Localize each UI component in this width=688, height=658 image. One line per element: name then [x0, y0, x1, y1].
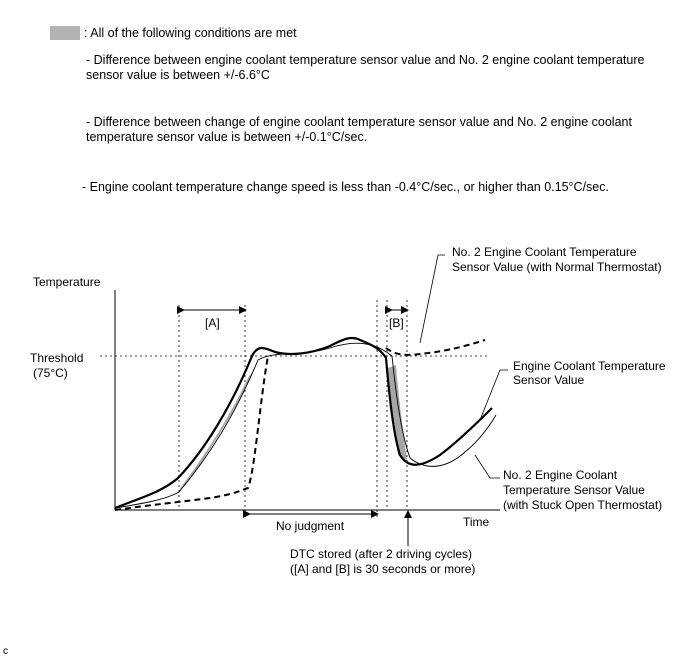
no2-stuck-label-line3: (with Stuck Open Thermostat) — [503, 498, 663, 512]
leader-no2-normal — [420, 255, 445, 343]
no2-normal-label-line2: Sensor Value (with Normal Thermostat) — [452, 260, 662, 274]
no-judgment-label: No judgment — [276, 519, 345, 533]
ect-sensor-curve — [115, 338, 492, 508]
threshold-label: Threshold — [30, 351, 84, 365]
interval-a-label: [A] — [205, 316, 220, 330]
y-axis-label: Temperature — [33, 275, 101, 289]
ect-label-line2: Sensor Value — [513, 373, 585, 387]
ect-label-line1: Engine Coolant Temperature — [513, 359, 666, 373]
dtc-label-line2: ([A] and [B] is 30 seconds or more) — [290, 562, 476, 576]
condition-region-rise — [179, 370, 254, 490]
condition-2: - Difference between change of engine coolant temperature sensor value and No. 2 engine coolant temperature sensor value is between +/-0.1°C/sec. — [86, 115, 632, 144]
footer-code: c — [3, 646, 8, 657]
x-axis-label: Time — [463, 515, 490, 529]
no2-stuck-label-line2: Temperature Sensor Value — [503, 483, 645, 497]
leader-no2-stuck — [475, 455, 500, 478]
condition-3: - Engine coolant temperature change speed is less than -0.4°C/sec., or higher than 0.15°C/sec. — [82, 180, 609, 194]
no2-normal-label-line1: No. 2 Engine Coolant Temperature — [452, 245, 637, 259]
interval-b-label: [B] — [389, 316, 404, 330]
condition-1: - Difference between engine coolant temperature sensor value and No. 2 engine coolant temperature sensor value is between +/-6.6°C — [86, 53, 645, 82]
dtc-label-line1: DTC stored (after 2 driving cycles) — [290, 547, 473, 561]
no2-stuck-label-line1: No. 2 Engine Coolant — [503, 468, 618, 482]
legend-heading: : All of the following conditions are met — [84, 26, 297, 40]
leader-ect — [480, 370, 508, 420]
threshold-value: (75°C) — [33, 366, 68, 380]
